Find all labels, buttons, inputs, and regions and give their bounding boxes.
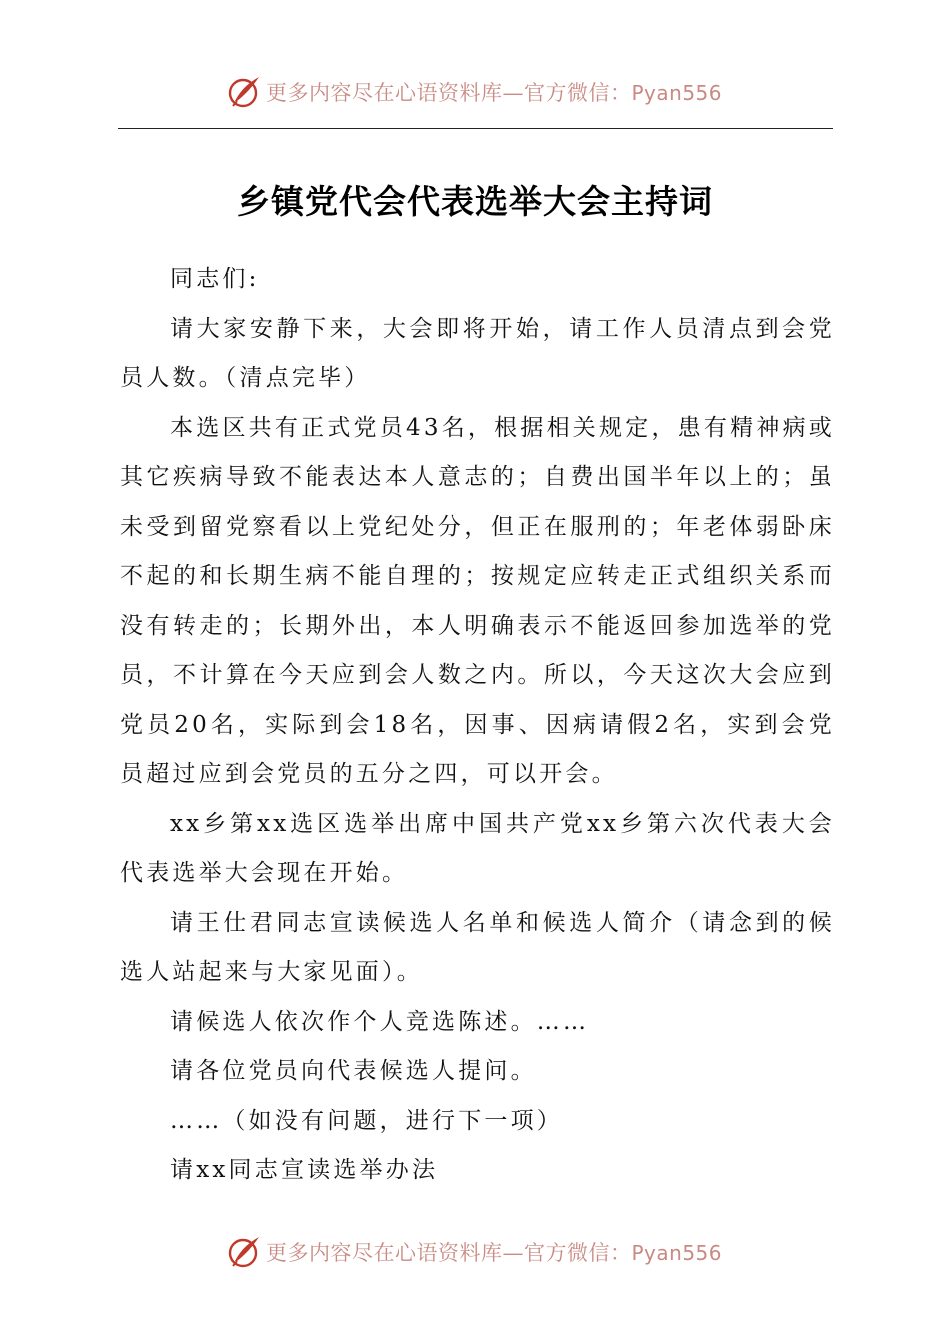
watermark-text: 更多内容尽在心语资料库—官方微信：Pyan556: [266, 81, 723, 105]
wechat-id: Pyan556: [631, 81, 723, 105]
quill-logo-icon: [226, 1234, 262, 1270]
header-watermark: [0, 72, 950, 112]
paragraph: xx乡第xx选区选举出席中国共产党xx乡第六次代表大会代表选举大会现在开始。: [120, 810, 835, 886]
paragraph: 请各位党员向代表候选人提问。: [170, 1058, 537, 1084]
paragraph: 请王仕君同志宣读候选人名单和候选人简介（请念到的候选人站起来与大家见面）。: [120, 909, 835, 985]
quill-logo-icon: [226, 74, 262, 110]
paragraph: ……（如没有问题，进行下一项）: [170, 1107, 563, 1134]
header-rule: [118, 128, 833, 129]
document-title: 乡镇党代会代表选举大会主持词: [237, 182, 713, 221]
paragraph: 请xx同志宣读选举办法: [170, 1157, 439, 1183]
wechat-id: Pyan556: [631, 1241, 723, 1265]
paragraph-salutation: 同志们:: [170, 266, 260, 292]
paragraph: 本选区共有正式党员43名，根据相关规定，患有精神病或其它疾病导致不能表达本人意志的；自费出国半年以上的；虽未受到留党察看以上党纪处分，但正在服刑的；年老体弱卧床不起的和长期生病不能自理的；按规定应转走正式组织关系而没有转走的；长期外出，本人明确表示不能返回参加选举的党员，不计算在今天应到会人数之内。所以，今天这次大会应到党员20名，实际到会18名，因事、因病请假2名，实到会党员超过应到会党员的五分之四，可以开会。: [120, 414, 835, 787]
watermark-text: 更多内容尽在心语资料库—官方微信：Pyan556: [266, 1241, 723, 1265]
paragraph: 请候选人依次作个人竞选陈述。……: [170, 1008, 590, 1035]
footer-watermark: [0, 1232, 950, 1272]
paragraph: 请大家安静下来，大会即将开始，请工作人员清点到会党员人数。（清点完毕）: [120, 315, 835, 391]
document-body: [120, 255, 835, 1196]
